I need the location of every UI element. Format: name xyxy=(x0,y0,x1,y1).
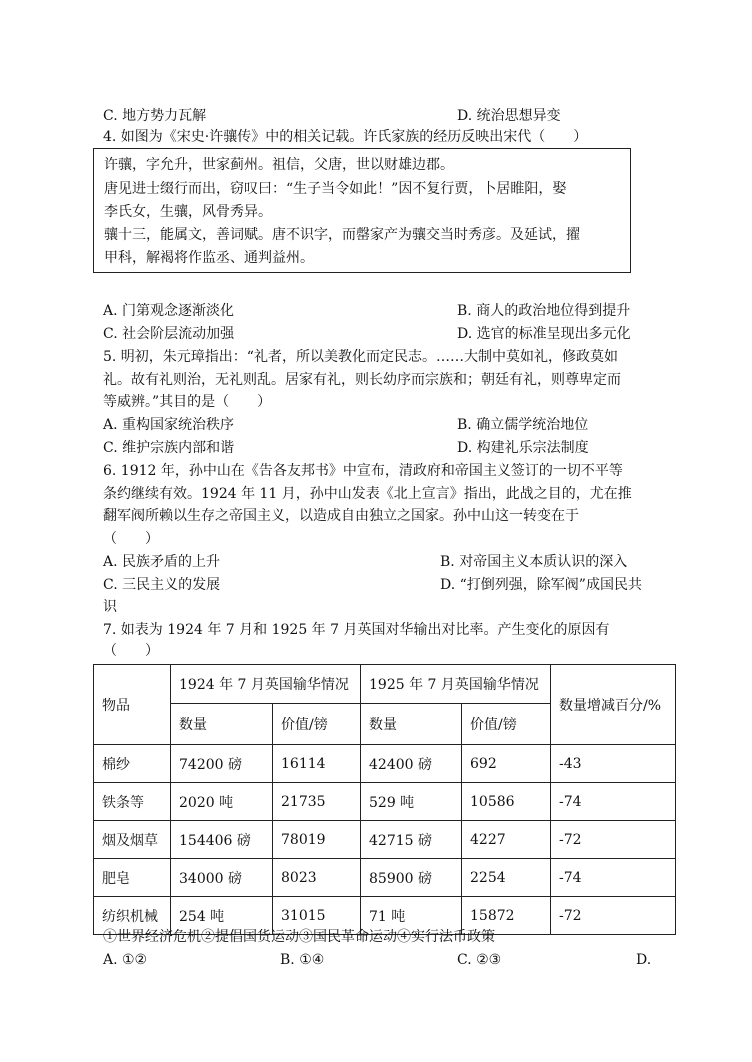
q3-option-d: D. 统治思想异变 xyxy=(457,108,561,124)
q6-option-d: D. “打倒列强，除军阀”成国民共 xyxy=(440,577,642,593)
cell-qty-1924: 34000 磅 xyxy=(171,859,273,897)
export-table xyxy=(93,664,676,935)
q4-option-c: C. 社会阶层流动加强 xyxy=(103,326,235,342)
cell-val-1924: 21735 xyxy=(273,783,361,821)
cell-qty-1925: 42400 磅 xyxy=(361,745,462,783)
cell-qty-1925: 529 吨 xyxy=(361,783,462,821)
q6-option-c: C. 三民主义的发展 xyxy=(103,577,221,593)
header-qty-1924: 数量 xyxy=(171,704,273,745)
table-row xyxy=(94,821,676,859)
q7-stem: 7. 如表为 1924 年 7 月和 1925 年 7 月英国对华输出对比率。产生变化的原因有 xyxy=(103,622,610,638)
cell-item: 纺织机械 xyxy=(94,897,171,935)
cell-val-1925: 15872 xyxy=(462,897,551,935)
quote-line: 李氏女，生骧，风骨秀异。 xyxy=(104,204,272,220)
q6-stem-line: 翻军阀所赖以生存之帝国主义，以造成自由独立之国家。孙中山这一转变在于 xyxy=(103,508,579,524)
cell-val-1925: 4227 xyxy=(462,821,551,859)
q5-stem-line: 等威辨。”其目的是（ ） xyxy=(103,394,272,410)
cell-val-1925: 692 xyxy=(462,745,551,783)
q5-option-a: A. 重构国家统治秩序 xyxy=(103,417,235,433)
q4-quote-box xyxy=(93,148,631,273)
q5-option-b: B. 确立儒学统治地位 xyxy=(457,417,589,433)
q6-stem-line: 条约继续有效。1924 年 11 月，孙中山发表《北上宣言》指出，此战之目的，尤在推 xyxy=(103,486,632,502)
q4-option-b: B. 商人的政治地位得到提升 xyxy=(457,303,631,319)
cell-qty-1925: 85900 磅 xyxy=(361,859,462,897)
q5-stem-line: 礼。故有礼则治，无礼则乱。居家有礼，则长幼序而宗族和；朝廷有礼，则尊卑定而 xyxy=(103,372,621,388)
q4-option-d: D. 选官的标准呈现出多元化 xyxy=(457,326,631,342)
cell-qty-1924: 2020 吨 xyxy=(171,783,273,821)
table-row xyxy=(94,745,676,783)
q3-option-c: C. 地方势力瓦解 xyxy=(103,108,207,124)
quote-line: 甲科，解褐将作监丞、通判益州。 xyxy=(104,250,314,266)
q7-option-b: B. ①④ xyxy=(280,952,325,968)
quote-line: 唐见进士缀行而出，窃叹曰：“生子当令如此！”因不复行贾，卜居睢阳，娶 xyxy=(104,181,567,197)
cell-qty-1924: 254 吨 xyxy=(171,897,273,935)
header-1925: 1925 年 7 月英国输华情况 xyxy=(361,665,551,704)
q4-option-a: A. 门第观念逐渐淡化 xyxy=(103,303,235,319)
cell-qty-1924: 74200 磅 xyxy=(171,745,273,783)
q5-option-d: D. 构建礼乐宗法制度 xyxy=(457,440,589,456)
cell-val-1925: 2254 xyxy=(462,859,551,897)
q5-option-c: C. 维护宗族内部和谐 xyxy=(103,440,235,456)
cell-item: 烟及烟草 xyxy=(94,821,171,859)
q6-option-a: A. 民族矛盾的上升 xyxy=(103,554,221,570)
q7-option-d: D. xyxy=(636,952,652,968)
cell-change: -74 xyxy=(551,783,676,821)
q7-option-a: A. ①② xyxy=(103,952,148,968)
q6-stem-line: 6. 1912 年，孙中山在《告各友邦书》中宣布，清政府和帝国主义签订的一切不平等 xyxy=(103,463,623,479)
header-val-1925: 价值/镑 xyxy=(462,704,551,745)
q7-option-c: C. ②③ xyxy=(457,952,502,968)
q6-option-b: B. 对帝国主义本质认识的深入 xyxy=(440,554,628,570)
cell-item: 棉纱 xyxy=(94,745,171,783)
cell-change: -74 xyxy=(551,859,676,897)
q6-option-d-cont: 识 xyxy=(103,599,117,615)
cell-item: 肥皂 xyxy=(94,859,171,897)
quote-line: 骧十三，能属文，善词赋。唐不识字，而罄家产为骧交当时秀彦。及延试，擢 xyxy=(104,227,580,243)
cell-val-1924: 31015 xyxy=(273,897,361,935)
q7-items: ①世界经济危机②提倡国货运动③国民革命运动④实行法币政策 xyxy=(103,929,495,945)
cell-item: 铁条等 xyxy=(94,783,171,821)
table-row xyxy=(94,783,676,821)
cell-change: -72 xyxy=(551,897,676,935)
header-1924: 1924 年 7 月英国输华情况 xyxy=(171,665,361,704)
cell-change: -43 xyxy=(551,745,676,783)
quote-line: 许骧，字允升，世家蓟州。祖信，父唐，世以财雄边郡。 xyxy=(104,157,454,173)
cell-qty-1925: 71 吨 xyxy=(361,897,462,935)
q5-stem-line: 5. 明初，朱元璋指出：“礼者，所以美教化而定民志。……大制中莫如礼，修政莫如 xyxy=(103,349,618,365)
q6-stem-line: （ ） xyxy=(103,531,159,547)
cell-val-1924: 8023 xyxy=(273,859,361,897)
table-row xyxy=(94,859,676,897)
q4-stem: 4. 如图为《宋史·许骧传》中的相关记载。许氏家族的经历反映出宋代（ ） xyxy=(103,129,588,145)
header-val-1924: 价值/镑 xyxy=(273,704,361,745)
cell-change: -72 xyxy=(551,821,676,859)
cell-qty-1924: 154406 磅 xyxy=(171,821,273,859)
header-item: 物品 xyxy=(94,665,171,745)
cell-val-1924: 78019 xyxy=(273,821,361,859)
q7-stem-paren: （ ） xyxy=(103,643,159,659)
cell-val-1924: 16114 xyxy=(273,745,361,783)
header-qty-1925: 数量 xyxy=(361,704,462,745)
cell-qty-1925: 42715 磅 xyxy=(361,821,462,859)
cell-val-1925: 10586 xyxy=(462,783,551,821)
header-change: 数量增减百分/% xyxy=(551,665,676,745)
